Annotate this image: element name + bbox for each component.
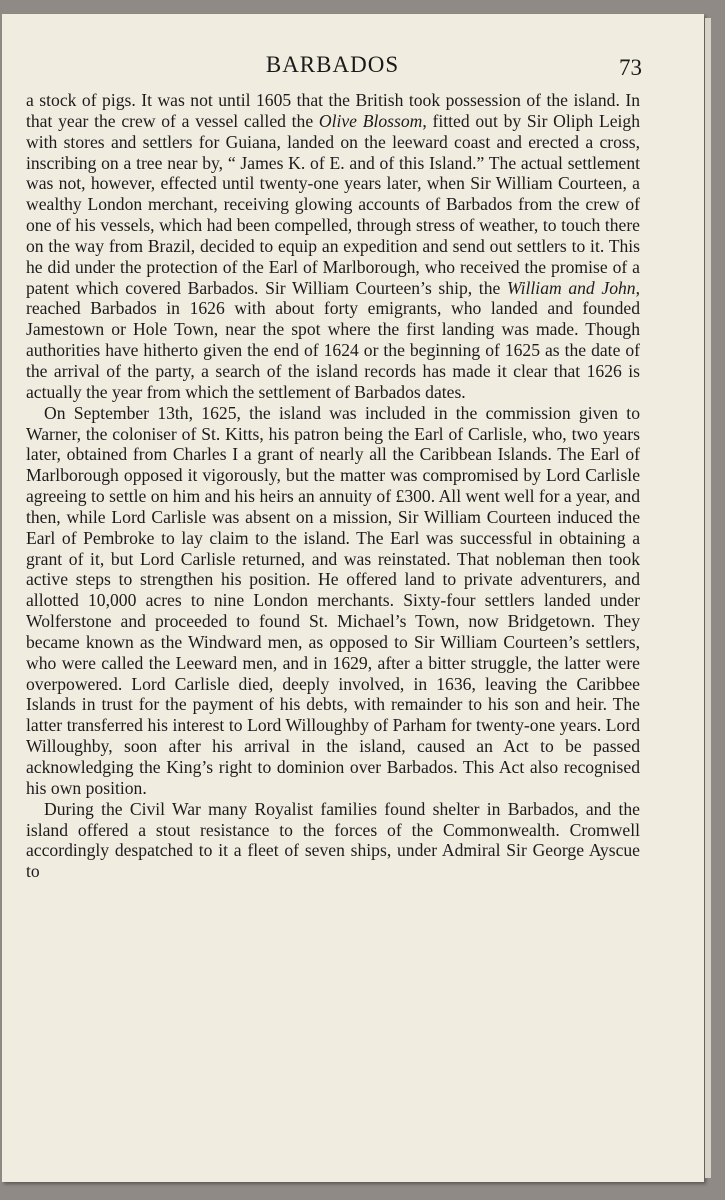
ship-name-olive-blossom: Olive Blossom xyxy=(318,110,423,131)
paragraph-3 xyxy=(26,799,640,882)
page-edge-shadow xyxy=(705,18,711,1178)
paragraph-2 xyxy=(26,403,640,799)
running-head-title: BARBADOS xyxy=(265,52,400,77)
paragraph-1 xyxy=(26,90,640,403)
paragraph-1-text: , fitted out by Sir Oliph Leigh with stores and settlers for Guiana, landed on the leeward coast and erected a cross, inscribing on a tree near by, “ James K. of E. and of this Island.” The actual settlement was not, however, effected until twenty-one years later, when Sir William Courteen, a wealthy London merchant, receiving glowing accounts of Barbados from the crew of one of his vessels, which had been compelled, through stress of weather, to touch there on the way from Brazil, decided to equip an expedition and send out settlers to it. This he did under the protection of the Earl of Marlborough, who received the promise of a patent which covered Barbados. Sir William Courteen’s ship, the xyxy=(26,110,641,298)
paragraph-1-text: a stock of pigs. It was not until 1605 that the British took possession of the island. In that year the crew of a vessel called the xyxy=(26,90,640,131)
paragraph-2-text: On September 13th, 1625, the island was included in the commission given to Warner, the coloniser of St. Kitts, his patron being the Earl of Carlisle, who, two years later, obtained from Charles I a grant of nearly all the Caribbean Islands. The Earl of Marlborough opposed it vigorously, but the matter was compromised by Lord Carlisle agreeing to settle on him and his heirs an annuity of £300. All went well for a year, and then, while Lord Carlisle was absent on a mission, Sir William Courteen induced the Earl of Pembroke to lay claim to the island. The Earl was successful in obtaining a grant of it, but Lord Carlisle returned, and was reinstated. That nobleman then took active steps to strengthen his position. He offered land to private adventurers, and allotted 10,000 acres to nine London merchants. Sixty-four settlers landed under Wolferstone and proceeded to found St. Michael’s Town, now Bridgetown. They became known as the Windward men, as opposed to Sir William Courteen’s settlers, who were called the Leeward men, and in 1629, after a bitter struggle, the latter were overpowered. Lord Carlisle died, deeply involved, in 1636, leaving the Caribbee Islands in trust for the payment of his debts, with remainder to his son and heir. The latter transferred his interest to Lord Willoughby of Parham for twenty-one years. Lord Willoughby, soon after his arrival in the island, caused an Act to be passed acknowledging the King’s right to dominion over Barbados. This Act also recognised his own position. xyxy=(26,402,640,798)
paragraph-3-text: During the Civil War many Royalist families found shelter in Barbados, and the island offered a stout resistance to the forces of the Commonwealth. Cromwell accordingly despatched to it a fleet of seven ships, under Admiral Sir George Ayscue to xyxy=(26,798,640,882)
body-text xyxy=(26,90,640,882)
paragraph-1-text: , reached Barbados in 1626 with about forty emigrants, who landed and founded Jamestown or Hole Town, near the spot where the first landing was made. Though authorities have hitherto given the end of 1624 or the beginning of 1625 as the date of the arrival of the party, a search of the island records has made it clear that 1626 is actually the year from which the settlement of Barbados dates. xyxy=(26,277,640,402)
page-number: 73 xyxy=(619,55,642,80)
ship-name-william-and-john: William and John xyxy=(506,277,636,298)
